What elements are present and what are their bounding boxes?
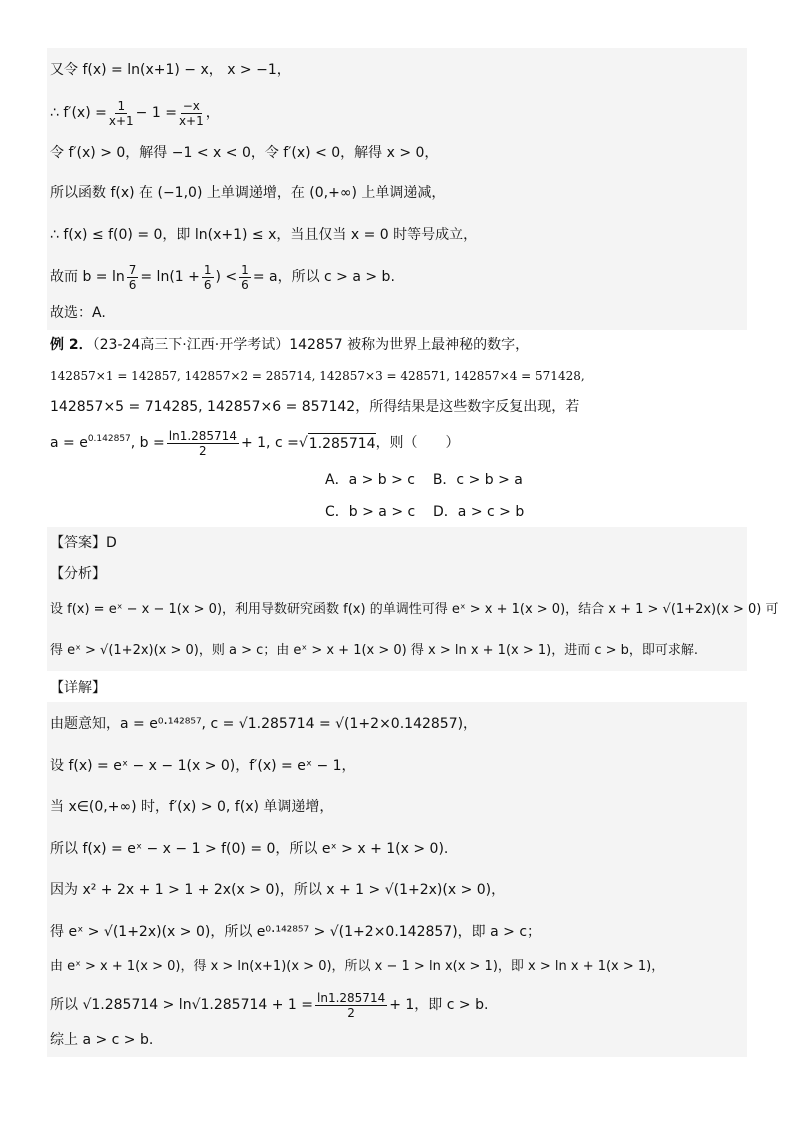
- example-2-label: 例 2．: [50, 337, 93, 353]
- fraction-neg-x-over-x-plus-1: [179, 99, 204, 128]
- a-definition: a = e: [50, 435, 88, 451]
- solution-line-6: [50, 257, 395, 297]
- example-2-equations-1: 142857×1 = 142857, 142857×2 = 285714, 142857×3 = 428571, 142857×4 = 571428,: [50, 369, 585, 383]
- fraction-ln-over-2: [167, 429, 239, 458]
- option-a[interactable]: A．a > b > c: [325, 472, 416, 488]
- fraction-7-over-6: [127, 263, 139, 292]
- detail-line-4: 所以 f(x) = eˣ − x − 1 > f(0) = 0，所以 eˣ > x + 1(x > 0).: [50, 841, 449, 857]
- b-definition-start: 故而 b = ln: [50, 269, 125, 285]
- fraction-denominator: x+1: [178, 113, 204, 128]
- detail-line-1: 由题意知，a = e⁰·¹⁴²⁸⁵⁷, c = √1.285714 = √(1+2×0.142857)，: [50, 716, 478, 732]
- solution-line-4: 所以函数 f(x) 在 (−1,0) 上单调递增，在 (0,+∞) 上单调递减，: [50, 185, 446, 201]
- fraction-ln-over-2-detail: [315, 991, 387, 1020]
- fraction-denominator: 2: [347, 1005, 355, 1020]
- fraction-numerator: ln1.285714: [168, 428, 237, 443]
- a-exponent: 0.142857: [87, 434, 131, 444]
- fraction-numerator: ln1.285714: [317, 990, 386, 1005]
- detail-line-7: 由 eˣ > x + 1(x > 0)，得 x > ln(x+1)(x > 0)，所以 x − 1 > ln x(x > 1)，即 x > ln x + 1(x > 1)，: [50, 959, 665, 974]
- sqrt-comparison: 所以 √1.285714 > ln√1.285714 + 1 =: [50, 997, 314, 1013]
- solution-line-2: [50, 95, 220, 131]
- fraction-1-over-x-plus-1: [109, 99, 134, 128]
- fraction-denominator: 6: [241, 277, 249, 292]
- b-definition: , b =: [130, 435, 165, 451]
- sqrt-value: 1.285714: [308, 433, 376, 454]
- solution-line-5: ∴ f(x) ≤ f(0) = 0，即 ln(x+1) ≤ x，当且仅当 x = 0 时等号成立，: [50, 227, 478, 243]
- b-definition-end: = a，所以 c > a > b.: [252, 269, 395, 285]
- detail-line-5: 因为 x² + 2x + 1 > 1 + 2x(x > 0)，所以 x + 1 > √(1+2x)(x > 0)，: [50, 882, 506, 898]
- options-row-2: [325, 502, 524, 522]
- fraction-numerator: −x: [182, 98, 200, 113]
- fraction-denominator: 6: [203, 277, 212, 292]
- solution-line-7: 故选：A.: [50, 305, 106, 321]
- option-b[interactable]: B．c > b > a: [432, 472, 523, 488]
- solution-line-3: 令 f′(x) > 0，解得 −1 < x < 0，令 f′(x) < 0，解得 x > 0，: [50, 145, 439, 161]
- b-definition-mid: = ln(1 +: [140, 269, 200, 285]
- option-d[interactable]: D．a > c > b: [433, 504, 525, 520]
- example-2-title: [50, 335, 529, 355]
- example-2-equations-2: 142857×5 = 714285, 142857×6 = 857142，所得结果是这些数字反复出现，若: [50, 399, 580, 415]
- sqrt-symbol: √: [298, 435, 308, 451]
- analysis-line-1: 设 f(x) = eˣ − x − 1(x > 0)，利用导数研究函数 f(x) 的单调性可得 eˣ > x + 1(x > 0)，结合 x + 1 > √(1+2x)(x > 0) 可: [50, 602, 779, 617]
- c-definition: + 1, c =: [240, 435, 299, 451]
- example-2-definitions: [50, 423, 460, 463]
- b-definition-mid2: ) <: [215, 269, 238, 285]
- fraction-numerator: 1: [117, 98, 126, 113]
- fraction-numerator: 1: [241, 262, 249, 277]
- fraction-numerator: 7: [128, 262, 137, 277]
- sqrt-comparison-end: + 1，即 c > b.: [389, 997, 489, 1013]
- fraction-denominator: x+1: [108, 113, 134, 128]
- analysis-label: 【分析】: [50, 566, 106, 582]
- question-end: ，则（ ）: [375, 435, 460, 451]
- option-c[interactable]: C．b > a > c: [325, 504, 416, 520]
- detail-label: 【详解】: [50, 680, 106, 696]
- detail-line-8: [50, 985, 488, 1025]
- analysis-line-2: 得 eˣ > √(1+2x)(x > 0)，则 a > c；由 eˣ > x + 1(x > 0) 得 x > ln x + 1(x > 1)，进而 c > b，即可求解.: [50, 643, 699, 658]
- fraction-1-over-6-a: [202, 263, 214, 292]
- fraction-numerator: 1: [203, 262, 212, 277]
- derivative-lhs: ∴ f′(x) =: [50, 105, 107, 121]
- solution-line-1: 又令 f(x) = ln(x+1) − x， x > −1，: [50, 62, 291, 78]
- detail-line-6: 得 eˣ > √(1+2x)(x > 0)，所以 e⁰·¹⁴²⁸⁵⁷ > √(1+2×0.142857)，即 a > c；: [50, 924, 542, 940]
- fraction-1-over-6-b: [239, 263, 251, 292]
- options-row-1: [325, 470, 523, 490]
- fraction-denominator: 2: [199, 443, 207, 458]
- answer-line: 【答案】D: [50, 535, 117, 551]
- detail-line-2: 设 f(x) = eˣ − x − 1(x > 0)，f′(x) = eˣ − 1，: [50, 758, 356, 774]
- example-2-intro: （23-24高三下·江西·开学考试）142857 被称为世界上最神秘的数字，: [92, 337, 530, 353]
- detail-line-3: 当 x∈(0,+∞) 时，f′(x) > 0, f(x) 单调递增，: [50, 799, 334, 815]
- detail-conclusion: 综上 a > c > b.: [50, 1032, 154, 1048]
- derivative-end: ，: [205, 105, 220, 121]
- derivative-middle: − 1 =: [135, 105, 177, 121]
- fraction-denominator: 6: [128, 277, 137, 292]
